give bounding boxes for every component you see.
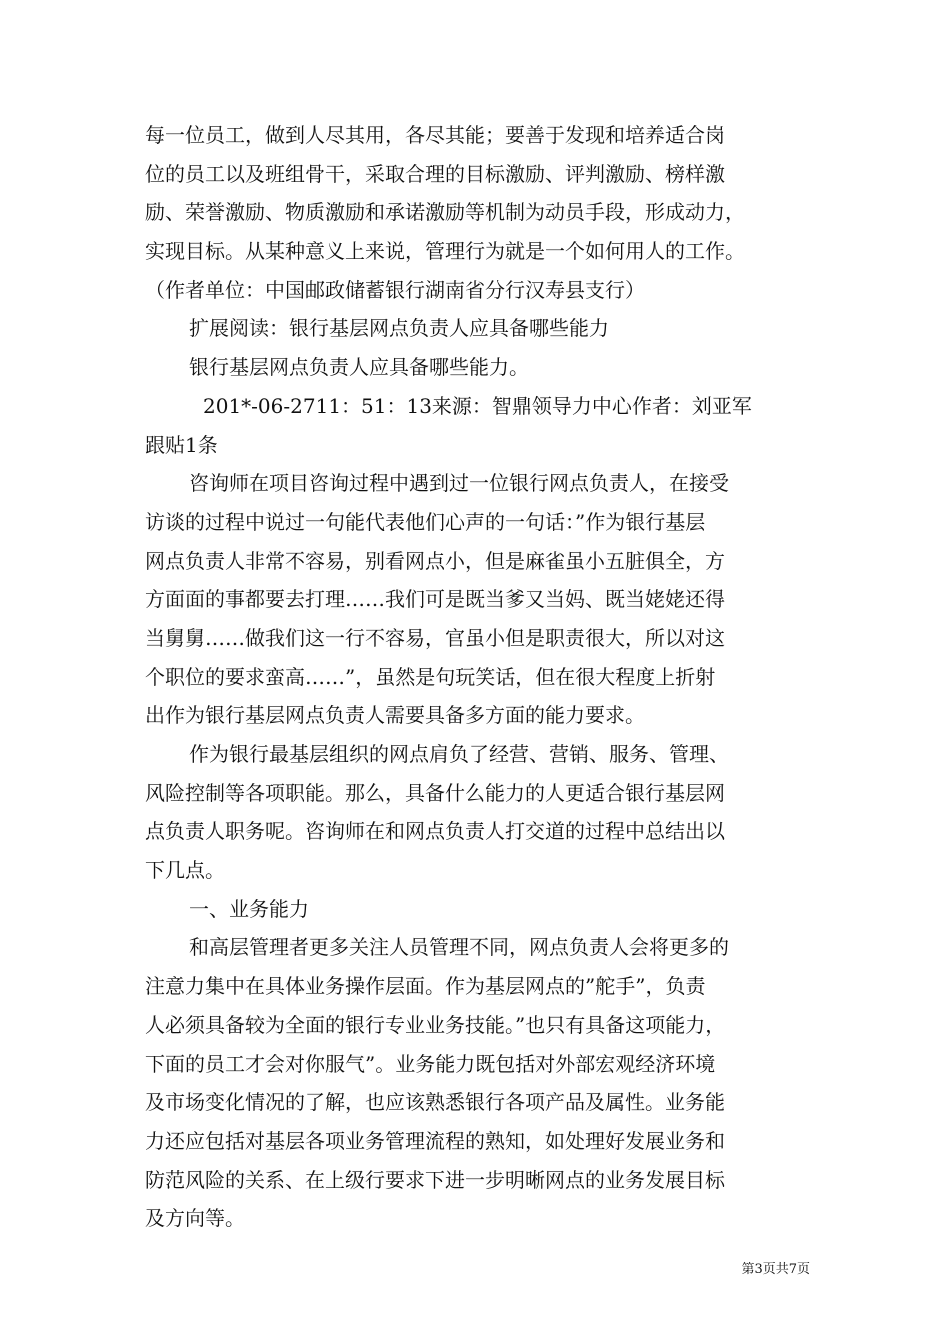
article-body [145, 116, 825, 1238]
section-title-line: 银行基层网点负责人应具备哪些能力。 [189, 355, 529, 380]
text-line: 位的员工以及班组骨干，采取合理的目标激励、评判激励、榜样激 [145, 161, 725, 186]
author-unit-line: （作者单位：中国邮政储蓄银行湖南省分行汉寿县支行） [145, 277, 645, 302]
text-line: 访谈的过程中说过一句能代表他们心声的一句话：”作为银行基层 [145, 509, 706, 534]
text-line: 防范风险的关系、在上级行要求下进一步明晰网点的业务发展目标 [145, 1167, 725, 1192]
page-number: 第3页共7页 [741, 1262, 810, 1277]
comment-count-line: 跟贴1条 [145, 432, 218, 457]
extended-reading-line: 扩展阅读：银行基层网点负责人应具备哪些能力 [189, 316, 609, 341]
text-line: 实现目标。从某种意义上来说，管理行为就是一个如何用人的工作。 [145, 239, 745, 264]
text-line: 出作为银行基层网点负责人需要具备多方面的能力要求。 [145, 703, 645, 728]
text-line: 方面面的事都要去打理……我们可是既当爹又当妈、既当姥姥还得 [145, 587, 725, 612]
text-line: 咨询师在项目咨询过程中遇到过一位银行网点负责人，在接受 [189, 471, 729, 496]
text-line: 及市场变化情况的了解，也应该熟悉银行各项产品及属性。业务能 [145, 1090, 725, 1115]
text-line: 下几点。 [145, 858, 225, 883]
text-line: 力还应包括对基层各项业务管理流程的熟知，如处理好发展业务和 [145, 1128, 725, 1153]
text-line: 下面的员工才会对你服气”。业务能力既包括对外部宏观经济环境 [145, 1051, 716, 1076]
text-line: 作为银行最基层组织的网点肩负了经营、营销、服务、管理、 [189, 742, 729, 766]
text-line: 注意力集中在具体业务操作层面。作为基层网点的”舵手”，负责 [145, 974, 706, 999]
text-line: 人必须具备较为全面的银行专业业务技能。”也只有具备这项能力， [145, 1012, 726, 1037]
source-meta-line: 201*-06-2711：51：13来源：智鼎领导力中心作者：刘亚军 [203, 393, 752, 418]
text-line: 点负责人职务呢。咨询师在和网点负责人打交道的过程中总结出以 [145, 819, 725, 844]
text-line: 和高层管理者更多关注人员管理不同，网点负责人会将更多的 [189, 935, 729, 960]
text-line: 每一位员工，做到人尽其用，各尽其能；要善于发现和培养适合岗 [145, 123, 725, 147]
text-line: 个职位的要求蛮高……”，虽然是句玩笑话，但在很大程度上折射 [145, 664, 716, 689]
subheading-line: 一、业务能力 [189, 896, 309, 921]
text-line: 风险控制等各项职能。那么，具备什么能力的人更适合银行基层网 [145, 780, 725, 805]
text-line: 当舅舅……做我们这一行不容易，官虽小但是职责很大，所以对这 [145, 625, 725, 650]
text-line: 网点负责人非常不容易，别看网点小，但是麻雀虽小五脏俱全，方 [145, 548, 725, 573]
text-line: 及方向等。 [145, 1206, 245, 1231]
text-line: 励、荣誉激励、物质激励和承诺激励等机制为动员手段，形成动力， [145, 200, 745, 225]
